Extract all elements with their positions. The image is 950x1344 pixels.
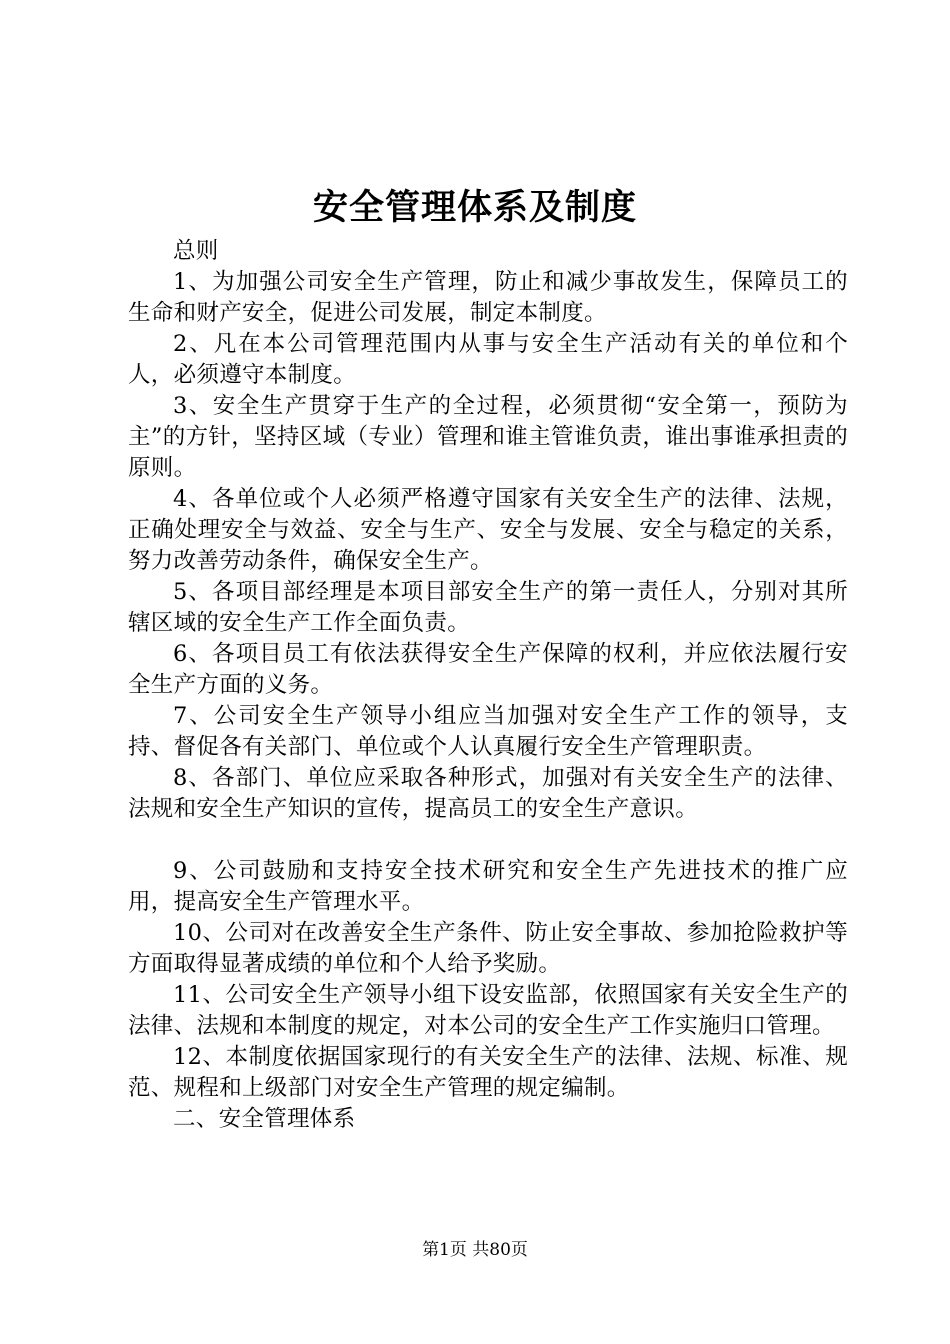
paragraph-12: 12、本制度依据国家现行的有关安全生产的法律、法规、标准、规范、规程和上级部门对安全生产管理的规定编制。 — [128, 1044, 848, 1101]
document-body — [128, 236, 848, 1135]
paragraph-9: 9、公司鼓励和支持安全技术研究和安全生产先进技术的推广应用，提高安全生产管理水平。 — [128, 858, 848, 915]
paragraph-8: 8、各部门、单位应采取各种形式，加强对有关安全生产的法律、法规和安全生产知识的宣传，提高员工的安全生产意识。 — [128, 765, 848, 822]
section-heading-general: 总则 — [173, 238, 219, 264]
paragraph-7: 7、公司安全生产领导小组应当加强对安全生产工作的领导，支持、督促各有关部门、单位或个人认真履行安全生产管理职责。 — [128, 703, 848, 760]
paragraph-10: 10、公司对在改善安全生产条件、防止安全事故、参加抢险救护等方面取得显著成绩的单位和个人给予奖励。 — [128, 920, 848, 977]
page-footer: 第1页 共80页 — [422, 1240, 528, 1260]
paragraph-4: 4、各单位或个人必须严格遵守国家有关安全生产的法律、法规，正确处理安全与效益、安全与生产、安全与发展、安全与稳定的关系，努力改善劳动条件，确保安全生产。 — [128, 486, 848, 574]
paragraph-2: 2、凡在本公司管理范围内从事与安全生产活动有关的单位和个人，必须遵守本制度。 — [128, 331, 848, 388]
paragraph-5: 5、各项目部经理是本项目部安全生产的第一责任人，分别对其所辖区域的安全生产工作全面负责。 — [128, 579, 848, 636]
paragraph-6: 6、各项目员工有依法获得安全生产保障的权利，并应依法履行安全生产方面的义务。 — [128, 641, 848, 698]
paragraph-1: 1、为加强公司安全生产管理，防止和减少事故发生，保障员工的生命和财产安全，促进公司发展，制定本制度。 — [128, 269, 848, 326]
document-title: 安全管理体系及制度 — [312, 187, 637, 228]
section-heading-management-system: 二、安全管理体系 — [173, 1106, 356, 1132]
paragraph-11: 11、公司安全生产领导小组下设安监部，依照国家有关安全生产的法律、法规和本制度的规定，对本公司的安全生产工作实施归口管理。 — [128, 982, 848, 1039]
paragraph-3: 3、安全生产贯穿于生产的全过程，必须贯彻“安全第一，预防为主”的方针，坚持区域（专业）管理和谁主管谁负责，谁出事谁承担责的原则。 — [128, 393, 848, 481]
